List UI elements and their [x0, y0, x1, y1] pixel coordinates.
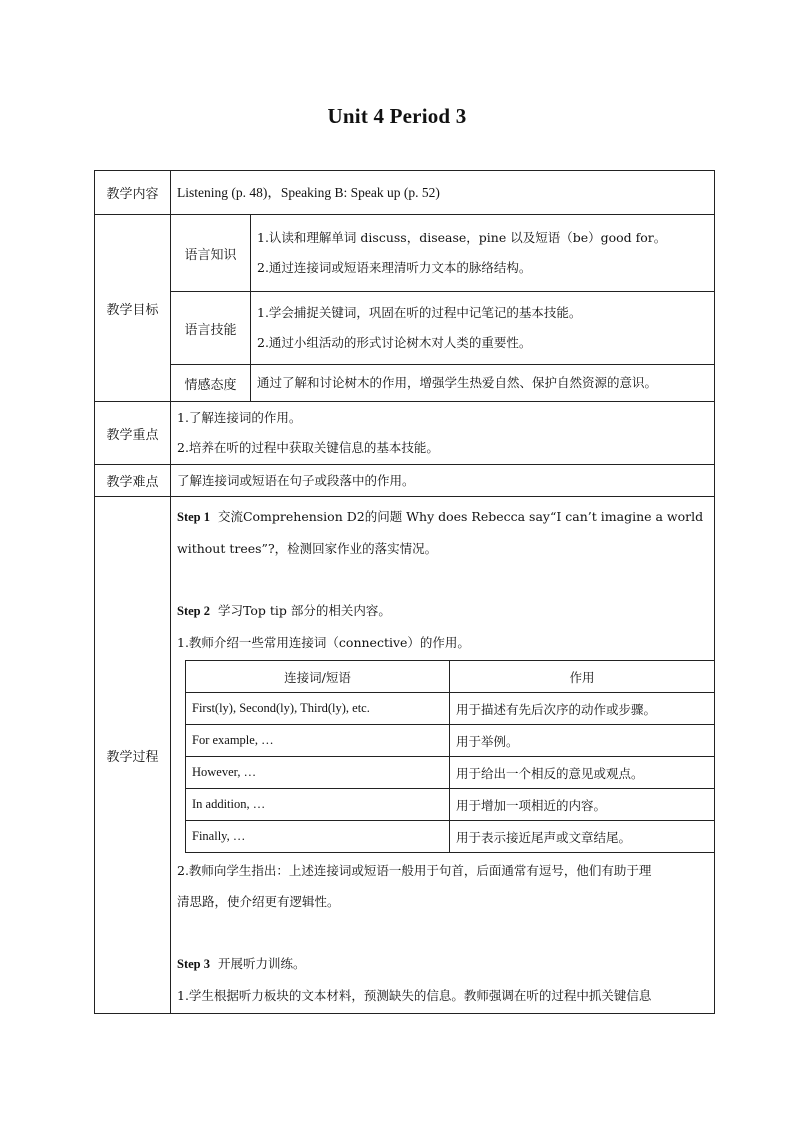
skills-label: 语言技能	[171, 292, 251, 365]
attitude-text: 通过了解和讨论树木的作用，增强学生热爱自然、保护自然资源的意识。	[257, 375, 658, 390]
key-points-label: 教学重点	[95, 402, 171, 465]
connectives-header-function: 作用	[450, 661, 715, 693]
skills-line-2: 2.通过小组活动的形式讨论树木对人类的重要性。	[257, 335, 532, 350]
step2-intro: 1.教师介绍一些常用连接词（connective）的作用。	[177, 635, 470, 650]
objectives-skills-row	[95, 292, 715, 365]
key-point-1: 1.了解连接词的作用。	[177, 410, 302, 425]
difficulties-label: 教学难点	[95, 465, 171, 497]
content-value: Listening (p. 48)，Speaking B: Speak up (p. 52)	[171, 171, 715, 215]
attitude-label: 情感态度	[171, 365, 251, 402]
connective-phrase: First(ly), Second(ly), Third(ly), etc.	[186, 693, 450, 725]
process-label: 教学过程	[95, 497, 171, 1014]
connectives-header-phrase: 连接词/短语	[186, 661, 450, 693]
connective-function: 用于表示接近尾声或文章结尾。	[450, 821, 715, 853]
step1-label: Step 1	[177, 510, 210, 524]
connective-phrase: Finally, …	[186, 821, 450, 853]
table-row	[186, 757, 715, 789]
page-title: Unit 4 Period 3	[327, 104, 467, 128]
step3-label: Step 3	[177, 957, 210, 971]
key-points-row	[95, 402, 715, 465]
connectives-table	[185, 660, 715, 853]
process-row	[95, 497, 715, 1014]
table-row	[186, 725, 715, 757]
step1-text: 交流Comprehension D2的问题 Why does Rebecca say“I can’t imagine a world	[217, 509, 704, 524]
connective-function: 用于给出一个相反的意见或观点。	[450, 757, 715, 789]
connective-phrase: In addition, …	[186, 789, 450, 821]
step2-note-1: 2.教师向学生指出：上述连接词或短语一般用于句首，后面通常有逗号，他们有助于理	[177, 863, 652, 878]
objectives-label: 教学目标	[95, 215, 171, 402]
objectives-knowledge-row	[95, 215, 715, 292]
table-row	[186, 821, 715, 853]
step2-text: 学习Top tip 部分的相关内容。	[217, 603, 391, 618]
connective-function: 用于描述有先后次序的动作或步骤。	[450, 693, 715, 725]
content-label: 教学内容	[95, 171, 171, 215]
table-row	[186, 789, 715, 821]
step2-note-2: 清思路，使介绍更有逻辑性。	[177, 894, 340, 909]
key-point-2: 2.培养在听的过程中获取关键信息的基本技能。	[177, 440, 439, 455]
connective-phrase: For example, …	[186, 725, 450, 757]
knowledge-line-2: 2.通过连接词或短语来理清听力文本的脉络结构。	[257, 260, 532, 275]
content-row	[95, 171, 715, 215]
connective-function: 用于举例。	[450, 725, 715, 757]
step3-text: 开展听力训练。	[217, 956, 306, 971]
step3-line-1: 1.学生根据听力板块的文本材料，预测缺失的信息。教师强调在听的过程中抓关键信息	[177, 988, 652, 1003]
knowledge-line-1: 1.认读和理解单词 discuss，disease，pine 以及短语（be）good for。	[257, 230, 667, 245]
connective-function: 用于增加一项相近的内容。	[450, 789, 715, 821]
lesson-plan-table	[94, 170, 715, 1014]
connective-phrase: However, …	[186, 757, 450, 789]
difficulties-row	[95, 465, 715, 497]
connectives-header-row	[186, 661, 715, 693]
difficulties-text: 了解连接词或短语在句子或段落中的作用。	[177, 472, 415, 488]
knowledge-label: 语言知识	[171, 215, 251, 292]
skills-line-1: 1.学会捕捉关键词，巩固在听的过程中记笔记的基本技能。	[257, 305, 582, 320]
step2-label: Step 2	[177, 604, 210, 618]
objectives-attitude-row	[95, 365, 715, 402]
table-row	[186, 693, 715, 725]
step1-text-cont: without trees”?，检测回家作业的落实情况。	[177, 541, 438, 556]
